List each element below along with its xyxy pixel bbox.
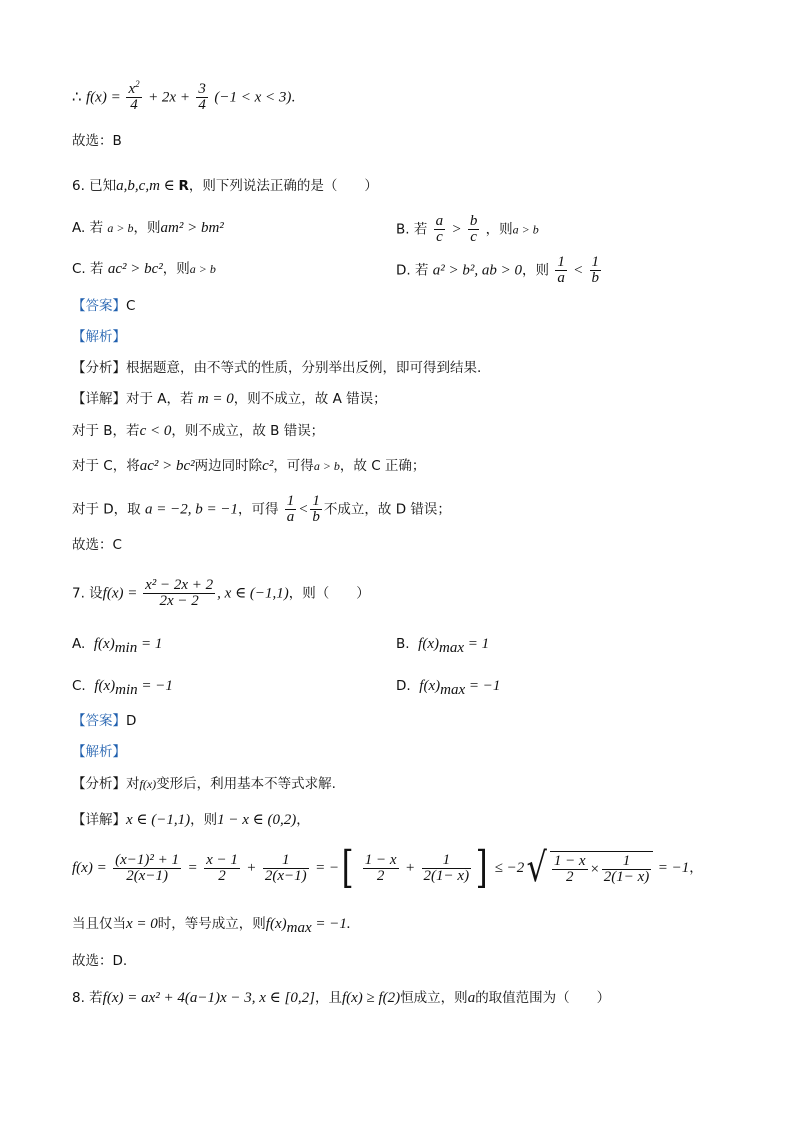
q6-option-c: C. 若 ac² > bc²，则a > b [72,261,216,277]
q8-stem: 8. 若f(x) = ax² + 4(a−1)x − 3, x ∈ [0,2]，且f(x) ≥ f(2)恒成立，则a的取值范围为（ ） [72,990,611,1006]
q6-fenxi: 【分析】根据题意，由不等式的性质，分别举出反例，即可得到结果. [72,360,482,376]
q7-option-c: C. $f(x)_{min} = -1$ [72,678,173,698]
q7-jiexi: 【解析】 [72,744,126,760]
q6-stem: 6. 已知a,b,c,m ∈ R，则下列说法正确的是（ ） [72,178,378,194]
solution-equation: ∴ f(x) = $\frac{x^2}{4}$ + 2x + $\frac{3}{4}$ (−1 < x < 3). [72,79,296,113]
q7-detail-intro: 【详解】x ∈ (−1,1)，则1 − x ∈ (0,2)， [72,812,310,828]
q6-detail-d: 对于 D，取 a = −2, b = −1，可得 $\frac{1}{a}$ < $\frac{1}{b}$ 不成立，故 D 错误； [72,493,451,525]
q7-option-a: A. $f(x)_{min} = 1$ [72,636,163,656]
q7-answer: 【答案】D [72,713,137,729]
q7-main-equation: f(x) = $\frac{\text{(x−1)² + 1}}{2(x-1)}$ = $\frac{x - 1}{2}$ + $\frac{1}{2(x-1)}$ = −[ $\frac{1 - x}{2}$ + $\frac{1}{2(1- x)}$ ] ≤ −2√ $\frac{1 - x}{2}$ × $\frac{1}{2(1- x)}$ = −1， [72,842,703,893]
q7-fenxi: 【分析】对f(x)变形后，利用基本不等式求解. [72,776,336,792]
q6-final: 故选：C [72,537,122,553]
choose-b: 故选：B [72,133,122,149]
q7-final: 故选：D. [72,953,128,969]
q6-detail-c: 对于 C，将ac² > bc²两边同时除c²，可得a > b，故 C 正确； [72,458,426,474]
q7-option-d: D. $f(x)_{max} = -1$ [396,678,501,698]
q6-option-b: B. 若 $\frac{a}{c}$ > $\frac{b}{c}$ ，则a > b [396,213,539,245]
q6-detail-b: 对于 B，若c < 0，则不成立，故 B 错误； [72,423,325,439]
q6-option-a: A. 若 a > b，则am² > bm² [72,220,224,236]
q7-equality-condition: 当且仅当x = 0时，等号成立，则$f(x)_{max} = -1$. [72,916,351,936]
q6-option-d: D. 若 a² > b², ab > 0，则 $\frac{1}{a}$ < $\frac{1}{b}$ [396,254,600,286]
q7-stem: 7. 设f(x) = $\frac{\text{x² − 2x + 2}}{2x - 2}$ , x ∈ (−1,1)，则（ ） [72,577,370,609]
q6-detail-a: 【详解】对于 A，若 m = 0，则不成立，故 A 错误； [72,391,387,407]
q6-answer: 【答案】C [72,298,136,314]
q7-option-b: B. $f(x)_{max} = 1$ [396,636,490,656]
q6-jiexi: 【解析】 [72,329,126,345]
